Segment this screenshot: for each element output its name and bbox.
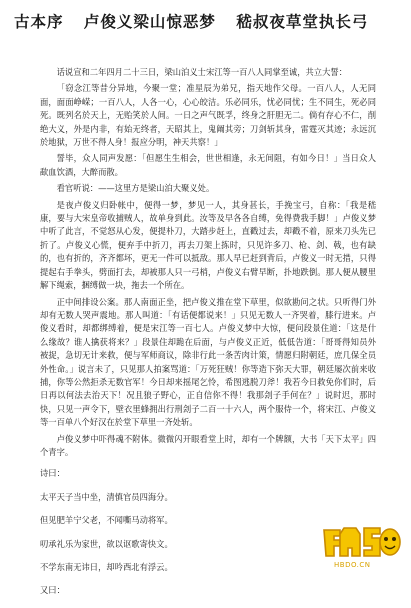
poem-intro: 诗曰： [40, 468, 65, 479]
poem-line: 太平天子当中坐，清慎官员四海分。 [40, 491, 173, 502]
chapter-title [14, 10, 404, 32]
poem-line: 不学东南无讳日，却吟西北有浮云。 [40, 562, 173, 572]
paragraph-awaken: 卢俊义梦中吓得魂不附体。微微闪开眼看堂上时，却有一个牌额，大书「天下太平」四个青字。 [40, 433, 376, 457]
title-part-2: 卢俊义梁山惊恶梦 [83, 12, 216, 31]
title-part-3: 嵇叔夜草堂执长弓 [236, 12, 369, 31]
poem-line: 但见肥羊宁父老，不闻嘶马动将军。 [40, 515, 173, 526]
paragraph-vow: 誓毕，众人同声发愿：「但愿生生相会，世世相逢，永无间阻，有如今日！」当日众人歃血饮酒，大醉而散。 [40, 153, 376, 177]
watermark-text: HBDO.CN [334, 561, 371, 569]
paragraph-oath: 「窃念江等昔分异地，今聚一堂；准星辰为弟兄，指天地作父母。一百八人，人无同面，面面峥嵘；一百八人，人各一心，心心皎洁。乐必同乐，忧必同忧；生不同生，死必同死。既列名於天上，无贻笑於人间。一日之声气既孚，终身之肝胆无二。倘有存心不仁，削绝大义，外是内非，有始无终者，天昭其上，鬼阚其旁；刀剑斩其身，雷霆灭其迹；永远沉於地狱，万世不得人身！报应分明，神天共察！」 [40, 83, 376, 148]
poem-line: 叨承礼乐为家世，欲以讴歌寄快文。 [40, 538, 173, 549]
paragraph-note: 看官听说：——这里方是梁山泊大聚义处。 [56, 183, 215, 194]
title-part-1: 古本序 [14, 12, 64, 31]
poem-intro-2: 又曰： [40, 585, 65, 596]
paragraph-opening: 话说宣和二年四月二十三日，梁山泊义士宋江等一百八人同掌至诚，共立大誓： [56, 67, 347, 77]
paragraph-dream: 是夜卢俊义归卧帐中，便得一梦，梦见一人，其身甚长，手挽宝弓，自称：「我是嵇康，要与大宋皇帝收捕贼人，故单身到此。汝等及早各各自缚，免得费我手脚！」卢俊义梦中听了此言，不觉怒从心发，便提朴刀，大踏步赶上，直戳过去，却戳不着，原来刀头先已折了。卢俊义心慌，便弃手中折刀，再去刀架上拣时，只见许多刀、枪、剑、戟，也有缺的，也有折的，齐齐都坏，更无一件可以抵敌。那人早已赶到背后，卢俊义一时无措，只得提起右手拳头，劈面打去，却被那人只一弓梢，卢俊义右臂早断，扑地跌倒。那人便从腰里解下绳索，捆缚做一块，拖去一个所在。 [40, 199, 376, 291]
paragraph-trial: 正中间排设公案。那人南面正坐，把卢俊义推在堂下草里，似欲勘问之状。只听得门外却有无数人哭声震地。那人叫道：「有话便都说来！」只见无数人一齐哭着，膝行进来。卢俊义看时，却都绑缚着，便是宋江等一百七人。卢俊义梦中大惊，便问段景住道：「这是什么缘故？谁人擒获将来？」段景住却跪在后面，与卢俊义正近，低低告道：「哥哥得知员外被捉，急切无计来救，便与军师商议，除非行此一条苦肉计策，情愿归附朝廷，庶几保全员外性命。」说言未了，只见那人拍案骂道：「万死狂贼！你等造下弥天大罪，朝廷屡次前来收捕，你等公然拒杀无数官军！今日却来摇尾乞怜，希图逃脱刀斧！我若今日救免你们时，后日再以何法去治天下！况且狼子野心，正自信你不得！我那刽子手何在？」说时迟，那时快，只见一声令下，壁衣里蜂拥出行刑刽子二百一十六人，两个服侍一个，将宋江、卢俊义等一百单八个好汉在於堂下草里一齐处斩。 [40, 296, 376, 428]
